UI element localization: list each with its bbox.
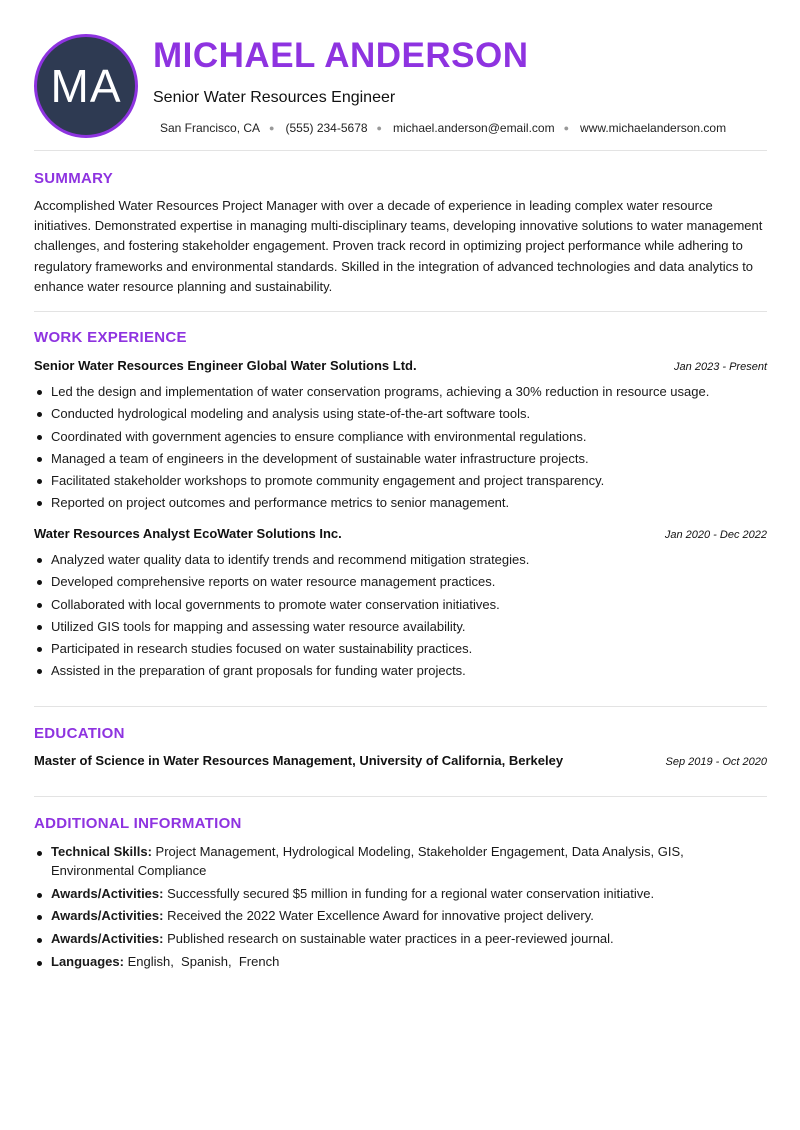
divider (34, 311, 767, 312)
list-item: Coordinated with government agencies to ensure compliance with environmental regulations. (34, 426, 767, 448)
avatar-initials: MA (50, 60, 122, 112)
item-text: Successfully secured $5 million in funding for a regional water conservation initiative. (163, 885, 655, 901)
separator-dot-icon: ● (376, 123, 382, 133)
list-item: Led the design and implementation of water conservation programs, achieving a 30% reduction in resource usage. (34, 381, 767, 403)
item-text: Published research on sustainable water practices in a peer-reviewed journal. (163, 930, 614, 946)
list-item: Collaborated with local governments to promote water conservation initiatives. (34, 594, 767, 616)
divider (34, 706, 767, 707)
divider (34, 150, 767, 151)
list-item (34, 929, 734, 948)
item-label: Languages: (51, 953, 124, 969)
item-text: English, Spanish, French (123, 953, 280, 969)
contact-website[interactable]: www.michaelanderson.com (580, 121, 727, 135)
work-experience-heading: WORK EXPERIENCE (34, 329, 187, 346)
job-bullets (34, 381, 767, 515)
contact-bar (160, 121, 726, 135)
list-item: Reported on project outcomes and performance metrics to senior management. (34, 492, 767, 514)
separator-dot-icon: ● (269, 123, 275, 133)
education-heading: EDUCATION (34, 725, 125, 742)
avatar (34, 34, 138, 138)
summary-heading: SUMMARY (34, 170, 114, 187)
job-role: Senior Water Resources Engineer Global Water Solutions Ltd. (34, 358, 417, 373)
list-item: Participated in research studies focused on water sustainability practices. (34, 638, 767, 660)
item-text: Project Management, Hydrological Modeling, Stakeholder Engagement, Data Analysis, GIS, Environmental Compliance (51, 844, 684, 878)
list-item: Conducted hydrological modeling and analysis using state-of-the-art software tools. (34, 403, 767, 425)
list-item (34, 906, 734, 925)
list-item (34, 842, 734, 880)
list-item: Managed a team of engineers in the development of sustainable water infrastructure projects. (34, 448, 767, 470)
candidate-title: Senior Water Resources Engineer (153, 89, 396, 106)
job-bullets (34, 549, 767, 683)
list-item: Facilitated stakeholder workshops to promote community engagement and project transparency. (34, 470, 767, 492)
item-text: Received the 2022 Water Excellence Award for innovative project delivery. (163, 908, 594, 923)
job-role: Water Resources Analyst EcoWater Solutions Inc. (34, 526, 342, 541)
additional-info-list (34, 842, 734, 974)
list-item: Analyzed water quality data to identify trends and recommend mitigation strategies. (34, 549, 767, 571)
item-label: Awards/Activities: (51, 930, 164, 946)
item-label: Awards/Activities: (51, 885, 164, 901)
separator-dot-icon: ● (563, 123, 570, 133)
candidate-name: MICHAEL ANDERSON (153, 36, 529, 75)
list-item (34, 884, 734, 903)
list-item: Utilized GIS tools for mapping and assessing water resource availability. (34, 616, 767, 638)
education-date: Sep 2019 - Oct 2020 (665, 756, 767, 768)
additional-info-heading: ADDITIONAL INFORMATION (34, 815, 242, 832)
contact-email[interactable]: michael.anderson@email.com (392, 121, 555, 135)
education-degree: Master of Science in Water Resources Management, University of California, Berkeley (34, 753, 564, 768)
divider (34, 796, 767, 797)
job-date: Jan 2020 - Dec 2022 (664, 529, 767, 541)
job-header (34, 358, 767, 373)
list-item: Developed comprehensive reports on water resource management practices. (34, 571, 767, 593)
education-entry (34, 753, 767, 768)
job-header (34, 526, 767, 541)
contact-location: San Francisco, CA (160, 121, 261, 135)
summary-text: Accomplished Water Resources Project Manager with over a decade of experience in leading complex water resource initiatives. Demonstrated expertise in managing multi-disciplinary teams, developing innovative solutions to water management challenges, and fostering stakeholder engagement. Proven track record in optimizing project performance while adhering to regulatory frameworks and environmental standards. Skilled in the integration of advanced technologies and data analytics to enhance water resource planning and sustainability. (34, 198, 763, 294)
item-label: Technical Skills: (51, 844, 152, 859)
list-item: Assisted in the preparation of grant proposals for funding water projects. (34, 660, 767, 682)
list-item (34, 952, 734, 971)
job-date: Jan 2023 - Present (674, 361, 767, 373)
contact-phone[interactable]: (555) 234-5678 (285, 121, 368, 135)
item-label: Awards/Activities: (51, 908, 164, 923)
